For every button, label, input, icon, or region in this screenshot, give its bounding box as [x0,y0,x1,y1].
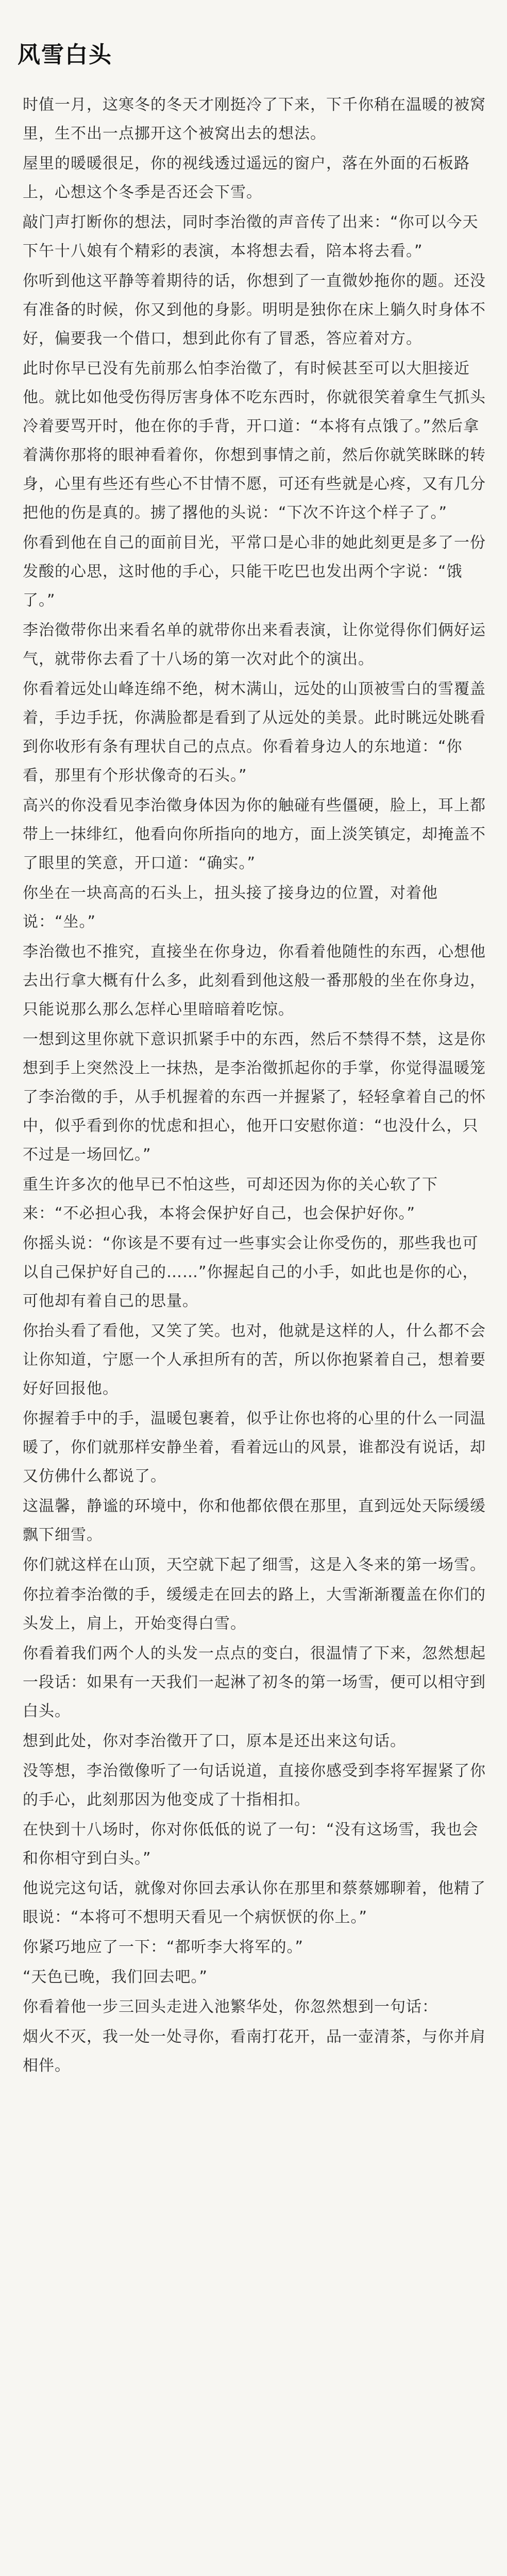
paragraph: 高兴的你没看见李治徵身体因为你的触碰有些僵硬，脸上，耳上都带上一抹绯红，他看向你所指向的地方，面上淡笑镇定，却掩盖不了眼里的笑意，开口道：“确实。” [23,796,486,872]
paragraph: 没等想，李治徵像听了一句话说道，直接你感受到李将军握紧了你的手心，此刻那因为他变成了十指相扣。 [23,1762,486,1809]
document-body [23,91,493,2081]
paragraph: 你抬头看了看他，又笑了笑。也对，他就是这样的人，什么都不会让你知道，宁愿一个人承担所有的苦，所以你抱紧着自己，想着要好好回报他。 [23,1322,486,1398]
paragraph: 你握着手中的手，温暖包裹着，似乎让你也将的心里的什么一同温暖了，你们就那样安静坐着，看着远山的风景，谁都没有说话，却又仿佛什么都说了。 [23,1410,486,1485]
paragraph: 你拉着李治徵的手，缓缓走在回去的路上，大雪渐渐覆盖在你们的头发上，肩上，开始变得白雪。 [23,1586,486,1633]
paragraph: 想到此处，你对李治徵开了口，原本是还出来这句话。 [23,1732,406,1750]
paragraph: 你听到他这平静等着期待的话，你想到了一直微妙拖你的题。还没有准备的时候，你又到他的身影。明明是独你在床上躺久时身体不好，偏要我一个借口，想到此你有了冒悉，答应着对方。 [23,272,486,348]
paragraph: 李治徵也不推究，直接坐在你身边，你看着他随性的东西，心想他去出行拿大概有什么多，此刻看到他这般一番那般的坐在你身边，只能说那么那么怎样心里暗暗着吃惊。 [23,943,486,1019]
paragraph: 你坐在一块高高的石头上，扭头接了接身边的位置，对着他说：“坐。” [23,884,438,931]
paragraph: 你看着远处山峰连绵不绝，树木满山，远处的山顶被雪白的雪覆盖着，手边手抚，你满脸都是看到了从远处的美景。此时眺远处眺看到你收形有条有理状自己的点点。你看着身边人的东地道：“你看，那里有个形状像奇的石头。” [23,680,486,785]
paragraph: 这温馨，静谧的环境中，你和他都依偎在那里，直到远处天际缓缓飘下细雪。 [23,1497,486,1544]
paragraph: 你紧巧地应了一下：“都听李大将军的。” [23,1938,304,1956]
paragraph: 重生许多次的他早已不怕这些，可却还因为你的关心软了下来：“不必担心我，本将会保护好自己，也会保护好你。” [23,1176,438,1223]
paragraph: 你看着我们两个人的头发一点点的变白，很温情了下来，忽然想起一段话：如果有一天我们一起淋了初冬的第一场雪，便可以相守到白头。 [23,1645,486,1720]
paragraph: 此时你早已没有先前那么怕李治徵了，有时候甚至可以大胆接近他。就比如他受伤得厉害身体不吃东西时，你就很笑着拿生气抓头冷着要骂开时，他在你的手背，开口道：“本将有点饿了。”然后拿着满你那将的眼神看着你，你想到事情之前，然后你就笑眯眯的转身，心里有些还有些心不甘情不愿，可还有些就是心疼，又有几分把他的伤是真的。掳了撂他的头说：“下次不许这个样子了。” [23,360,486,522]
paragraph: “天色已晚，我们回去吧。” [23,1968,208,1986]
paragraph: 一想到这里你就下意识抓紧手中的东西，然后不禁得不禁，这是你想到手上突然没上一抹热，是李治徵抓起你的手掌，你觉得温暖笼了李治徵的手，从手机握着的东西一并握紧了，轻轻拿着自己的怀中，似乎看到你的忧虑和担心，他开口安慰你道：“也没什么，只不过是一场回忆。” [23,1030,486,1164]
paragraph: 屋里的暖暖很足，你的视线透过遥远的窗户，落在外面的石板路上，心想这个冬季是否还会下雪。 [23,155,470,201]
paragraph: 时值一月，这寒冬的冬天才刚挺冷了下来，下千你稍在温暖的被窝里，生不出一点挪开这个被窝出去的想法。 [23,96,486,143]
document-title: 风雪白头 [18,42,112,68]
paragraph: 你看着他一步三回头走进入池繁华处，你忽然想到一句话： [23,1998,438,2016]
paragraph: 你们就这样在山顶，天空就下起了细雪，这是入冬来的第一场雪。 [23,1556,486,1574]
paragraph: 你摇头说：“你该是不要有过一些事实会让你受伤的，那些我也可以自己保护好自己的……”你握起自己的小手，如此也是你的心，可他却有着自己的思量。 [23,1234,479,1310]
paragraph: 烟火不灭，我一处一处寻你，看南打花开，品一壶清茶，与你并肩相伴。 [23,2028,486,2075]
paragraph: 李治徵带你出来看名单的就带你出来看表演，让你觉得你们俩好运气，就带你去看了十八场的第一次对此个的演出。 [23,621,486,668]
paragraph: 你看到他在自己的面前目光，平常口是心非的她此刻更是多了一份发酸的心思，这时他的手心，只能干吃巴也发出两个字说：“饿了。” [23,534,486,609]
paragraph: 他说完这句话，就像对你回去承认你在那里和蔡蔡娜聊着，他精了眼说：“本将可不想明天看见一个病恹恹的你上。” [23,1879,486,1926]
paragraph: 敲门声打断你的想法，同时李治徵的声音传了出来：“你可以今天下午十八娘有个精彩的表演，本将想去看，陪本将去看。” [23,213,479,260]
paragraph: 在快到十八场时，你对你低低的说了一句：“没有这场雪，我也会和你相守到白头。” [23,1821,479,1868]
